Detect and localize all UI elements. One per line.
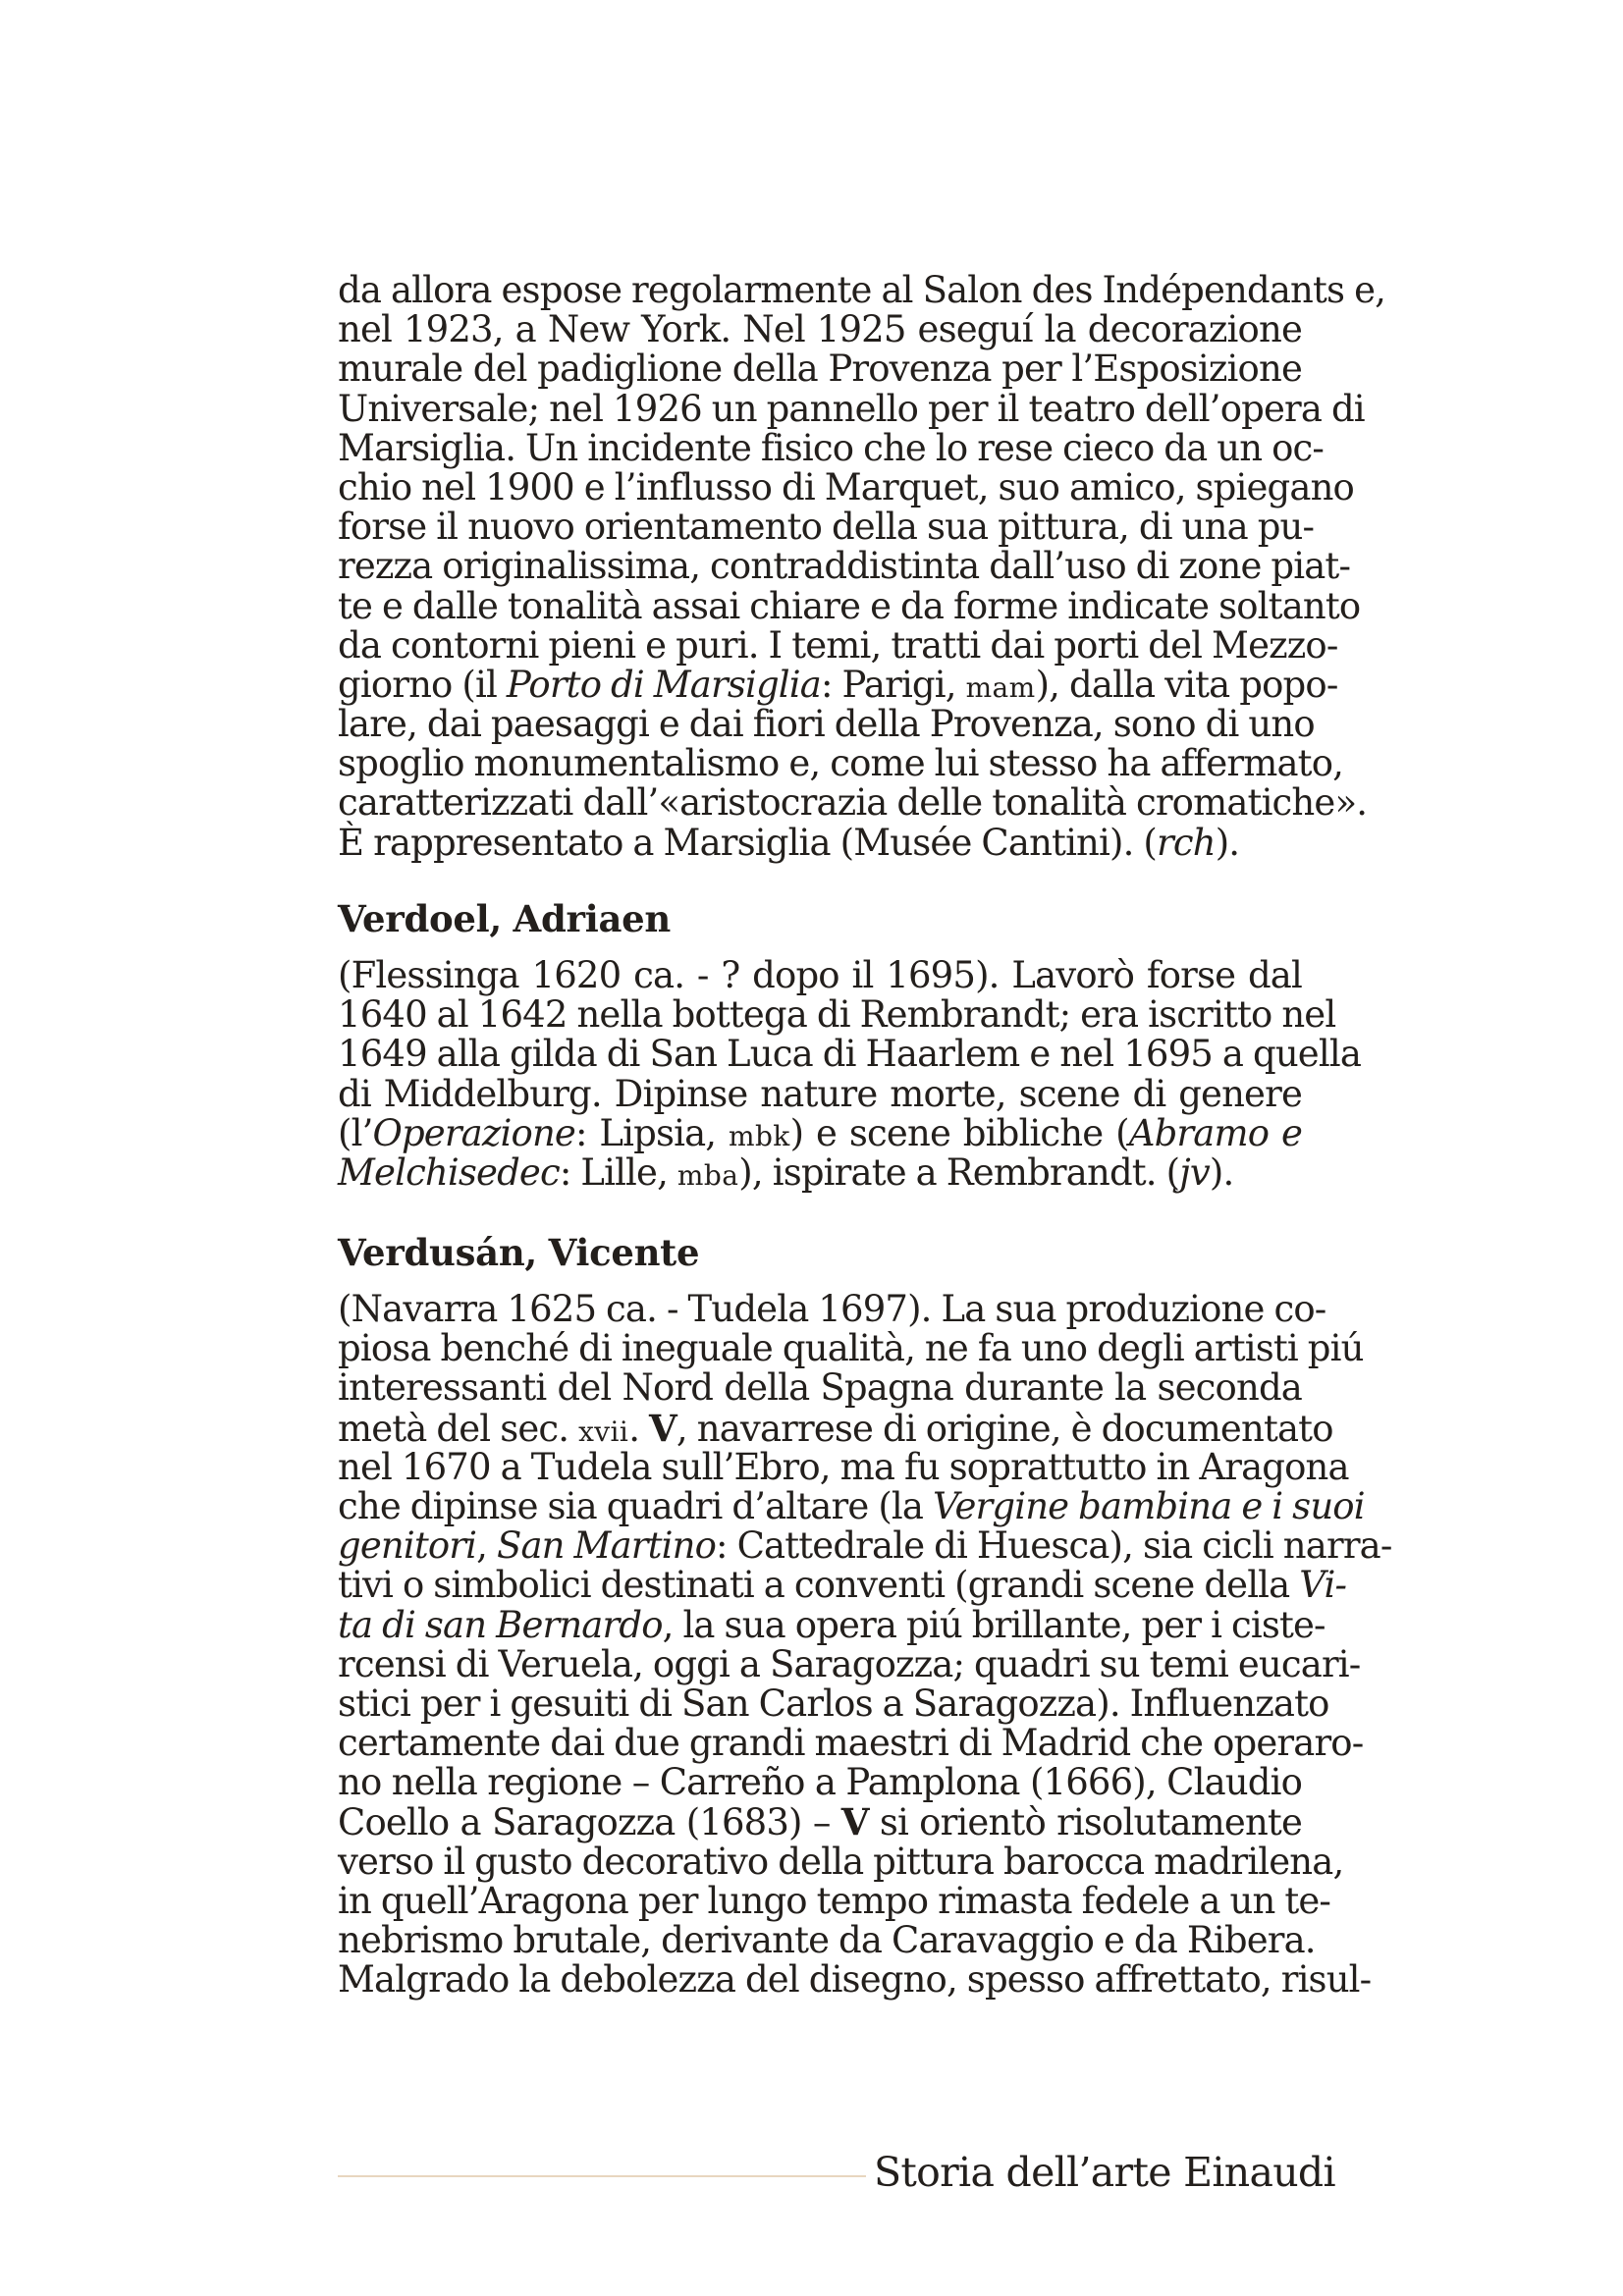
text-line: in quell’Aragona per lungo tempo rimasta fedele a un te- [338, 1879, 1331, 1922]
text-line: te e dalle tonalità assai chiare e da forme indicate soltanto [338, 584, 1361, 627]
text-line: caratterizzati dall’«aristocrazia delle tonalità cromatiche». [338, 781, 1368, 825]
text-line: (Navarra 1625 ca. - Tudela 1697). La sua produzione co- [338, 1288, 1326, 1330]
text-line: lare, dai paesaggi e dai fiori della Provenza, sono di uno [338, 703, 1315, 746]
text-line: Malgrado la debolezza del disegno, spesso affrettato, risul- [338, 1958, 1372, 2002]
text-line: chio nel 1900 e l’influsso di Marquet, suo amico, spiegano [338, 465, 1354, 508]
text-line: che dipinse sia quadri d’altare (la Vergine bambina e i suoi [338, 1484, 1365, 1527]
text-line: rezza originalissima, contraddistinta dall’uso di zone piat- [338, 545, 1351, 588]
footer-title: Storia dell’arte Einaudi [874, 2149, 1335, 2196]
text-line: spoglio monumentalismo e, come lui stesso ha affermato, [338, 742, 1344, 785]
text-line: nel 1670 a Tudela sull’Ebro, ma fu soprattutto in Aragona [338, 1445, 1349, 1488]
text-line: rcensi di Veruela, oggi a Saragozza; quadri su temi eucari- [338, 1642, 1361, 1685]
entry-verdoel [338, 897, 1362, 1194]
footer-divider [338, 2175, 866, 2177]
text-line: verso il gusto decorativo della pittura barocca madrilena, [338, 1840, 1344, 1883]
text-line: no nella regione – Carreño a Pamplona (1666), Claudio [338, 1761, 1302, 1804]
text-line: murale del padiglione della Provenza per l’Esposizione [338, 347, 1302, 391]
text-line: genitori, San Martino: Cattedrale di Huesca), sia cicli narra- [338, 1524, 1392, 1568]
text-line: interessanti del Nord della Spagna durante la seconda [338, 1366, 1302, 1410]
entry-heading: Verdoel, Adriaen [338, 897, 671, 940]
text-line: nebrismo brutale, derivante da Caravaggio e da Ribera. [338, 1919, 1316, 1961]
text-line: tivi o simbolici destinati a conventi (grandi scene della Vi- [338, 1564, 1347, 1607]
text-line: certamente dai due grandi maestri di Madrid che operaro- [338, 1722, 1364, 1765]
text-line: È rappresentato a Marsiglia (Musée Cantini). (rch). [338, 821, 1240, 864]
text-line: di Middelburg. Dipinse nature morte, scene di genere [338, 1072, 1302, 1115]
text-line: stici per i gesuiti di San Carlos a Saragozza). Influenzato [338, 1682, 1329, 1725]
text-line: Melchisedec: Lille, mba), ispirate a Rembrandt. (jv). [338, 1150, 1234, 1194]
entry-verdusan [338, 1231, 1392, 2002]
text-line: da contorni pieni e puri. I temi, tratti dai porti del Mezzo- [338, 623, 1338, 667]
text-line: Marsiglia. Un incidente fisico che lo rese cieco da un oc- [338, 426, 1325, 469]
text-line: (l’Operazione: Lipsia, mbk) e scene bibliche (Abramo e [338, 1111, 1302, 1154]
entry-continuation [338, 269, 1386, 864]
text-line: 1640 al 1642 nella bottega di Rembrandt; era iscritto nel [338, 993, 1336, 1037]
text-line: piosa benché di ineguale qualità, ne fa uno degli artisti piú [338, 1327, 1364, 1370]
text-line: ta di san Bernardo, la sua opera piú brillante, per i ciste- [338, 1603, 1325, 1646]
text-line: forse il nuovo orientamento della sua pittura, di una pu- [338, 506, 1315, 549]
entry-heading: Verdusán, Vicente [338, 1231, 700, 1274]
text-line: giorno (il Porto di Marsiglia: Parigi, mam), dalla vita popo- [338, 663, 1338, 706]
text-line: metà del sec. xvii. V, navarrese di origine, è documentato [338, 1406, 1333, 1450]
text-line: Coello a Saragozza (1683) – V si orientò risolutamente [338, 1800, 1302, 1844]
text-line: da allora espose regolarmente al Salon des Indépendants e, [338, 269, 1386, 311]
text-line: nel 1923, a New York. Nel 1925 eseguí la decorazione [338, 308, 1302, 351]
text-line: (Flessinga 1620 ca. - ? dopo il 1695). Lavorò forse dal [338, 954, 1302, 996]
text-line: 1649 alla gilda di San Luca di Haarlem e nel 1695 a quella [338, 1033, 1362, 1076]
text-line: Universale; nel 1926 un pannello per il teatro dell’opera di [338, 387, 1365, 430]
